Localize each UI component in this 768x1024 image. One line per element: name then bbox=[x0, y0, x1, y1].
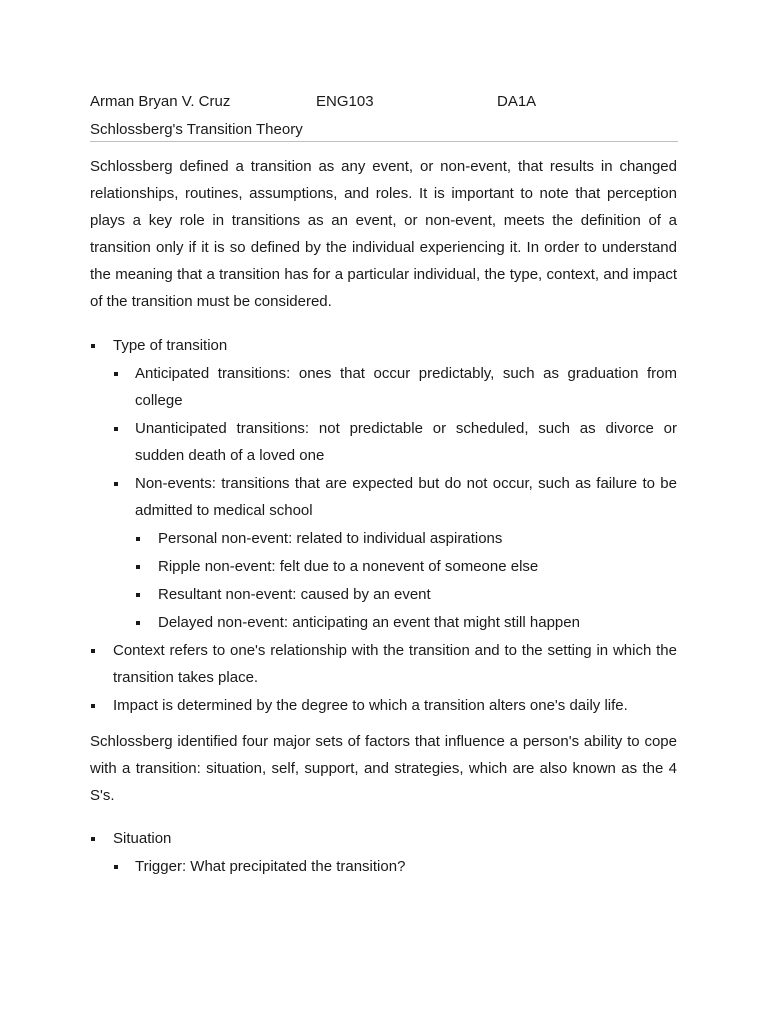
list-item-resultant bbox=[90, 581, 677, 608]
bullet-icon bbox=[114, 372, 118, 376]
list-item-text: Delayed non-event: anticipating an event that might still happen bbox=[158, 614, 580, 631]
list-item-text: Anticipated transitions: ones that occur predictably, such as graduation from college bbox=[135, 365, 677, 409]
bullet-icon bbox=[114, 865, 118, 869]
bullet-icon bbox=[91, 837, 95, 841]
list-item-text: Personal non-event: related to individual aspirations bbox=[158, 530, 503, 547]
list-item-text: Ripple non-event: felt due to a nonevent of someone else bbox=[158, 558, 539, 575]
list-item-type bbox=[90, 332, 677, 359]
list-item-text: Impact is determined by the degree to which a transition alters one's daily life. bbox=[113, 697, 628, 714]
bullet-icon bbox=[136, 621, 140, 625]
list-item-delayed bbox=[90, 609, 677, 636]
list-item-unanticipated bbox=[90, 415, 677, 469]
list-item-context bbox=[90, 637, 677, 691]
bullet-icon bbox=[114, 482, 118, 486]
bullet-icon bbox=[91, 704, 95, 708]
list-item-anticipated bbox=[90, 360, 677, 414]
list-item-situation bbox=[90, 825, 677, 852]
section-code: DA1A bbox=[497, 93, 537, 110]
list-item-text: Trigger: What precipitated the transition? bbox=[135, 858, 406, 875]
list-item-trigger bbox=[90, 853, 677, 880]
list-item-text: Situation bbox=[113, 830, 172, 847]
list-item-text: Non-events: transitions that are expected but do not occur, such as failure to be admitted to medical school bbox=[135, 475, 677, 519]
list-item-ripple bbox=[90, 553, 677, 580]
document-title: Schlossberg's Transition Theory bbox=[90, 121, 303, 138]
list-item-personal bbox=[90, 525, 677, 552]
header-row bbox=[90, 93, 680, 113]
transition-list bbox=[90, 332, 677, 719]
author-name: Arman Bryan V. Cruz bbox=[90, 93, 231, 110]
list-item-impact bbox=[90, 692, 677, 719]
intro-paragraph: Schlossberg defined a transition as any event, or non-event, that results in changed relationships, routines, assumptions, and roles. It is important to note that perception plays a key role in transitions as an event, or non-event, meets the definition of a transition only if it is so defined by the individual experiencing it. In order to understand the meaning that a transition has for a particular individual, the type, context, and impact of the transition must be considered. bbox=[90, 158, 677, 310]
situation-list bbox=[90, 825, 677, 880]
bullet-icon bbox=[91, 649, 95, 653]
list-item-text: Resultant non-event: caused by an event bbox=[158, 586, 431, 603]
bullet-icon bbox=[91, 344, 95, 348]
list-item-text: Type of transition bbox=[113, 337, 228, 354]
list-item-text: Context refers to one's relationship with the transition and to the setting in which the transition takes place. bbox=[113, 642, 677, 686]
bullet-icon bbox=[114, 427, 118, 431]
bullet-icon bbox=[136, 565, 140, 569]
bullet-icon bbox=[136, 593, 140, 597]
title-divider bbox=[90, 141, 678, 142]
list-item-non-events bbox=[90, 470, 677, 524]
factors-paragraph: Schlossberg identified four major sets of factors that influence a person's ability to cope with a transition: situation, self, support, and strategies, which are also known as the 4 S's. bbox=[90, 733, 677, 804]
list-item-text: Unanticipated transitions: not predictable or scheduled, such as divorce or sudden death of a loved one bbox=[135, 420, 677, 464]
bullet-icon bbox=[136, 537, 140, 541]
course-code: ENG103 bbox=[316, 93, 374, 110]
